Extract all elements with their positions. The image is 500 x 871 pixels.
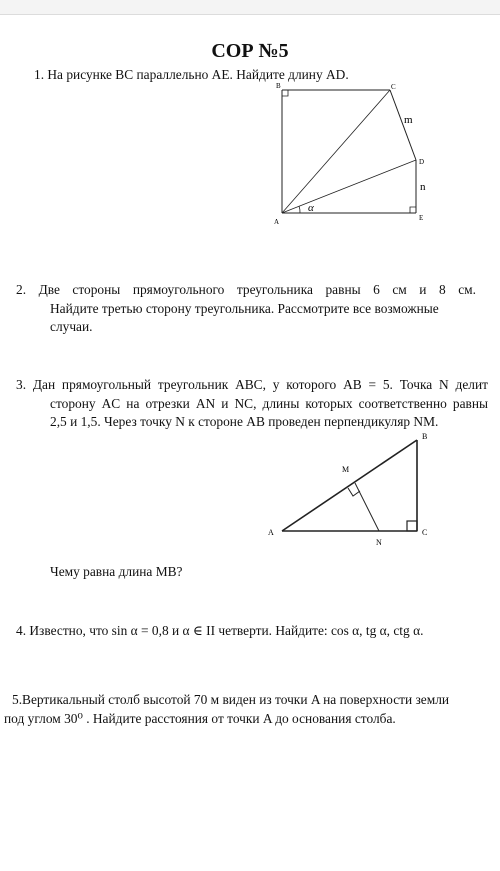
task-3-line-3: 2,5 и 1,5. Через точку N к стороне AB проведен перпендикуляр NM.: [50, 414, 439, 429]
task-3-question: Чему равна длина MB?: [50, 564, 183, 579]
page-title: СОР №5: [211, 40, 289, 62]
task-3-line-2: сторону AC на отрезки AN и NC, длины которых соответственно равны: [50, 395, 488, 411]
label-D: D: [419, 158, 425, 166]
task-4-text: 4. Известно, что sin α = 0,8 и α ∈ II четверти. Найдите: cos α, tg α, ctg α.: [16, 623, 424, 638]
task-2-line-1: 2. Две стороны прямоугольного треугольника равны 6 см и 8 см.: [16, 282, 476, 297]
task-5-line-2: под углом 30⁰ . Найдите расстояния от точки A до основания столба.: [4, 710, 396, 726]
task-3-text: [16, 376, 488, 432]
task-3-line-1: 3. Дан прямоугольный треугольник ABC, у которого AB = 5. Точка N делит: [16, 377, 488, 392]
task-1-text: 1. На рисунке BC параллельно AE. Найдите длину AD.: [34, 67, 349, 82]
top-toolbar-strip: [0, 0, 500, 15]
task-2-text: [16, 281, 476, 337]
label-A: A: [274, 218, 280, 226]
label-n: n: [420, 181, 426, 193]
label-C: C: [391, 83, 396, 91]
label-N: N: [376, 538, 382, 547]
label-m: m: [404, 114, 413, 126]
task-5-text: [4, 691, 492, 728]
task-3-figure: [262, 428, 440, 552]
task-1-figure: [270, 80, 440, 230]
label-C: C: [422, 528, 428, 537]
label-B: B: [276, 82, 281, 90]
task-5-line-1: 5.Вертикальный столб высотой 70 м виден из точки A на поверхности земли: [12, 692, 450, 707]
label-A: A: [268, 528, 274, 537]
label-alpha: α: [308, 202, 314, 214]
label-E: E: [419, 214, 424, 222]
task-2-line-3: случаи.: [50, 319, 93, 334]
label-B: B: [422, 432, 428, 441]
task-2-line-2: Найдите третью сторону треугольника. Рассмотрите все возможные: [50, 300, 439, 316]
label-M: M: [342, 465, 350, 474]
